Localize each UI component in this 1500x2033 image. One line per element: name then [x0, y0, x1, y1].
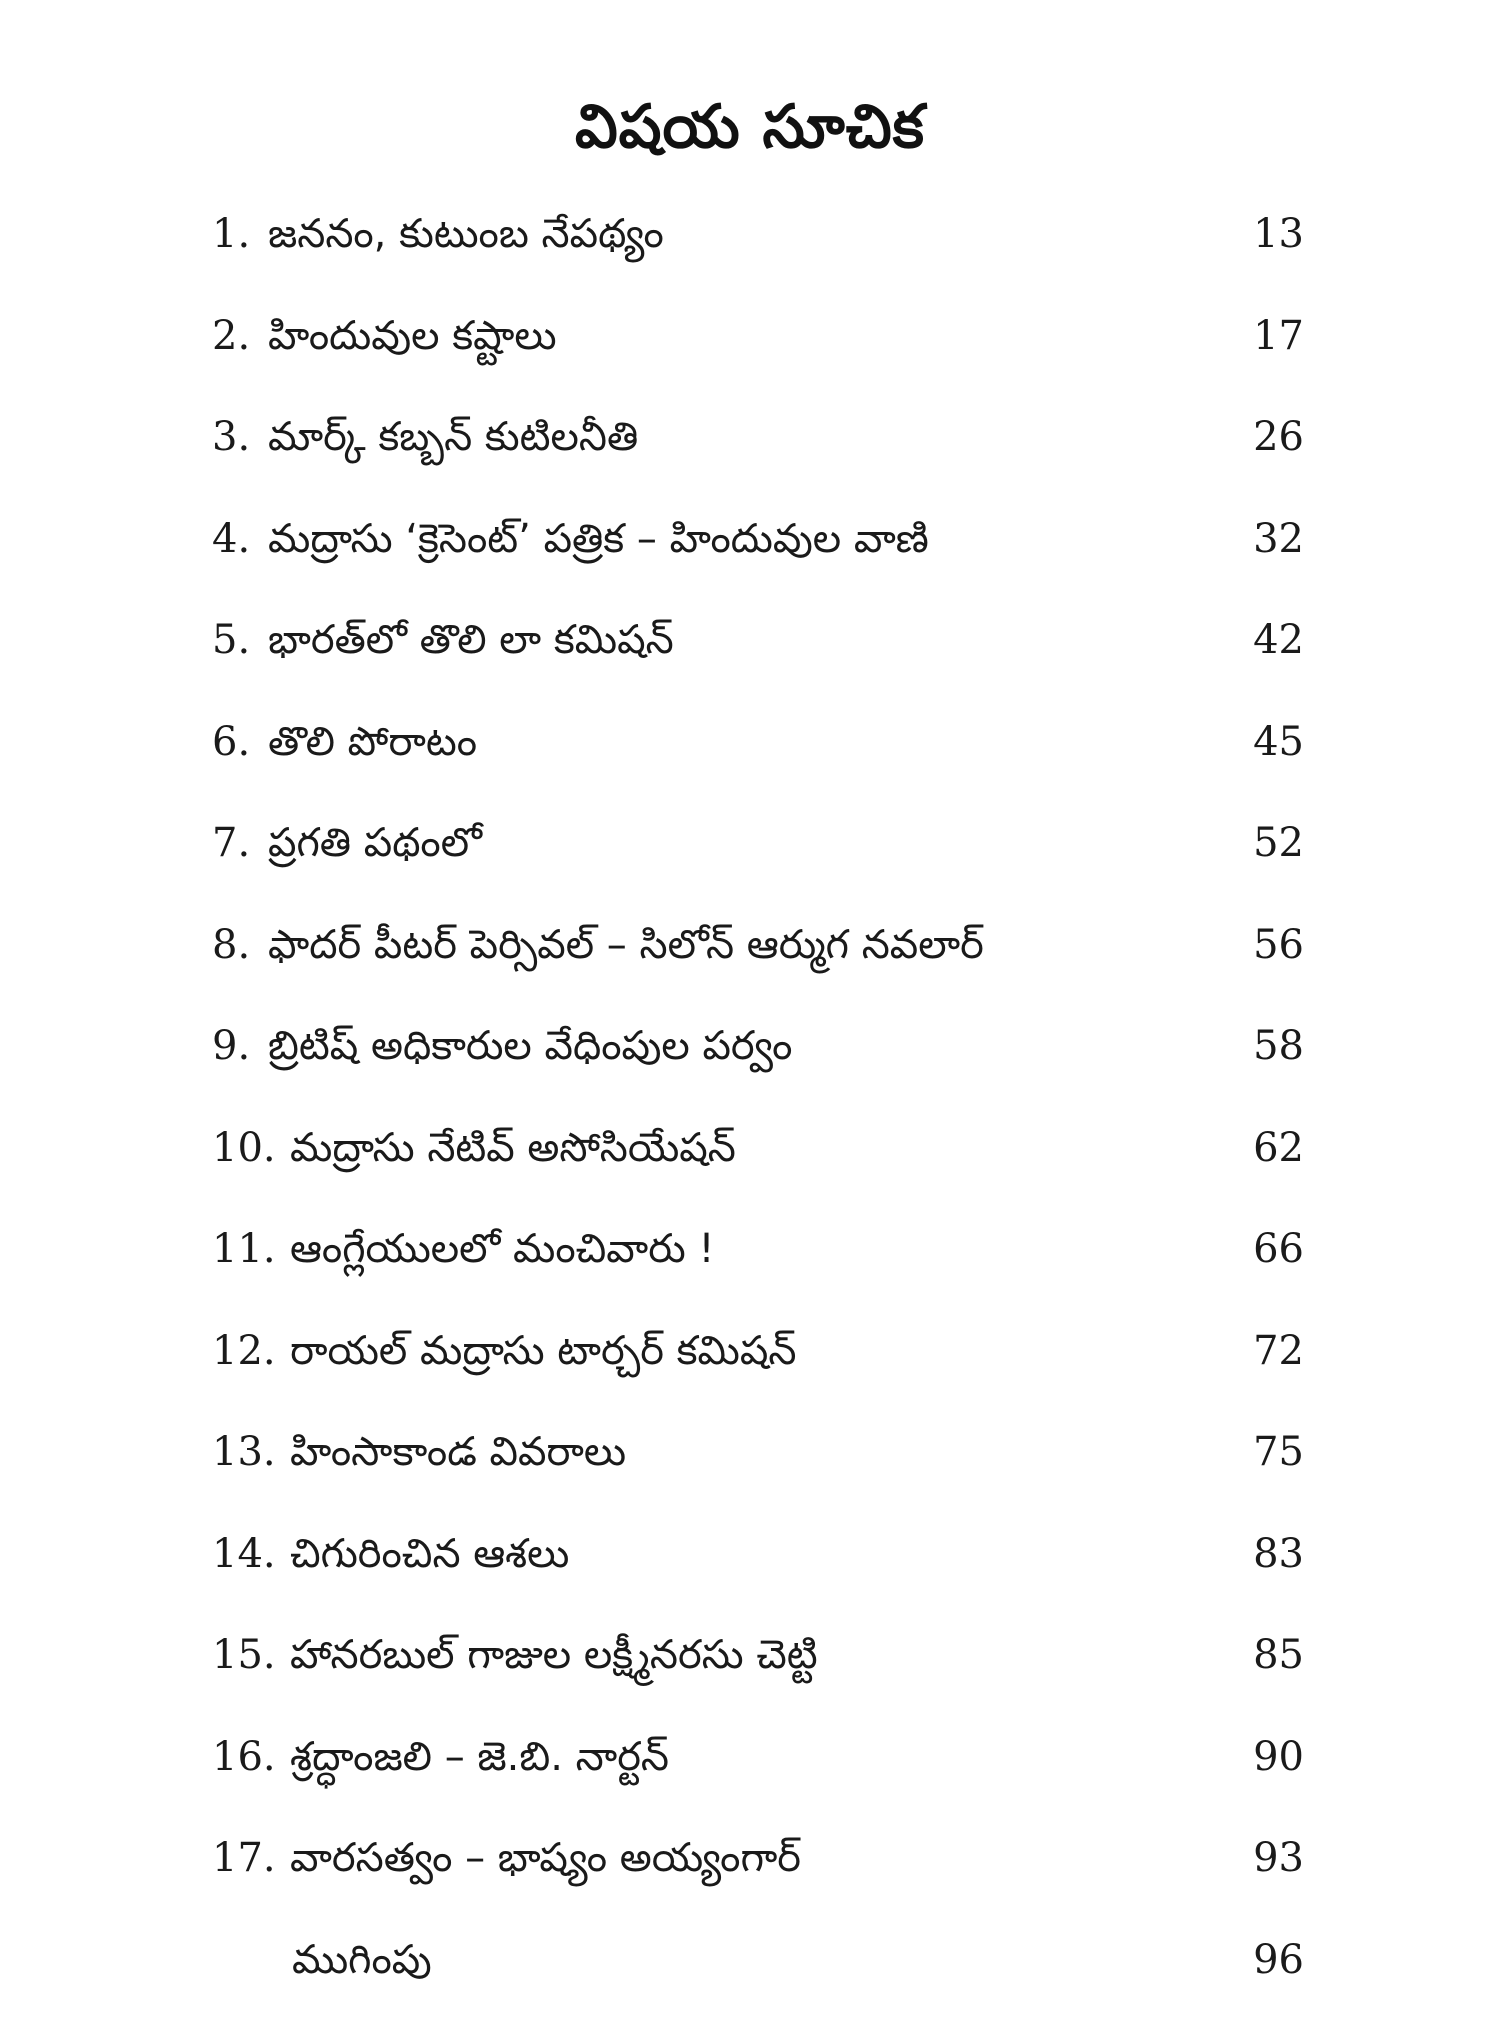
toc-entry	[0, 1830, 1500, 1932]
toc-entry	[0, 917, 1500, 1019]
toc-entry-page: 56	[1253, 917, 1304, 973]
toc-entry-title: జననం, కుటుంబ నేపథ్యం	[268, 206, 664, 262]
toc-entry-number: 15.	[212, 1627, 276, 1683]
toc-entry-title: తొలి పోరాటం	[268, 714, 477, 770]
toc-entry	[0, 1932, 1500, 2033]
toc-entry-number: 3.	[212, 409, 250, 465]
toc-entry-page: 58	[1253, 1018, 1304, 1074]
toc-entry-title: ఫాదర్ పీటర్ పెర్సివల్ – సిలోన్ ఆర్ముగ నవలార్	[268, 917, 984, 973]
toc-entry-title: మద్రాసు ‘క్రెసెంట్’ పత్రిక – హిందువుల వాణి	[268, 511, 929, 567]
toc-entry	[0, 714, 1500, 816]
toc-entry-title: రాయల్ మద్రాసు టార్చర్ కమిషన్	[290, 1323, 796, 1379]
toc-entry-number: 9.	[212, 1018, 250, 1074]
toc-entry-page: 90	[1253, 1729, 1304, 1785]
toc-entry-number: 13.	[212, 1424, 276, 1480]
toc-entry-page: 13	[1253, 206, 1304, 262]
toc-entry-page: 45	[1253, 714, 1304, 770]
toc-entry-title: ఆంగ్లేయులలో మంచివారు !	[290, 1221, 715, 1277]
toc-entry-title: మద్రాసు నేటివ్ అసోసియేషన్	[290, 1120, 736, 1176]
toc-entry	[0, 612, 1500, 714]
toc-entry-title: వారసత్వం – భాష్యం అయ్యంగార్	[290, 1830, 801, 1886]
toc-entry-page: 72	[1253, 1323, 1304, 1379]
toc-entry-number: 1.	[212, 206, 250, 262]
toc-entry	[0, 1323, 1500, 1425]
toc-entry-title: శ్రద్ధాంజలి – జె.బి. నార్టన్	[290, 1729, 669, 1785]
toc-entry-page: 17	[1253, 308, 1304, 364]
toc-entry	[0, 1120, 1500, 1222]
toc-entry-page: 93	[1253, 1830, 1304, 1886]
toc-entry-title: భారత్‌లో తొలి లా కమిషన్	[268, 612, 674, 668]
toc-entry-title: మార్క్ కబ్బన్ కుటిలనీతి	[268, 409, 638, 465]
toc-entry-page: 52	[1253, 815, 1304, 871]
toc-entry	[0, 1729, 1500, 1831]
toc-entry-number: 11.	[212, 1221, 276, 1277]
toc-entry	[0, 1221, 1500, 1323]
toc-entry-number: 10.	[212, 1120, 276, 1176]
toc-entry-number: 2.	[212, 308, 250, 364]
toc-entry-page: 75	[1253, 1424, 1304, 1480]
toc-entry	[0, 1424, 1500, 1526]
toc-entry	[0, 409, 1500, 511]
toc-entry	[0, 815, 1500, 917]
toc-entry-number: 14.	[212, 1526, 276, 1582]
toc-entry-number: 7.	[212, 815, 250, 871]
toc-entry-page: 42	[1253, 612, 1304, 668]
toc-entry-page: 96	[1253, 1932, 1304, 1988]
toc-entry-number: 12.	[212, 1323, 276, 1379]
toc-entry-page: 85	[1253, 1627, 1304, 1683]
toc-entry	[0, 308, 1500, 410]
toc-entry-title: హానరబుల్ గాజుల లక్ష్మీనరసు చెట్టి	[290, 1627, 818, 1683]
toc-entry-page: 83	[1253, 1526, 1304, 1582]
toc-entry-number: 4.	[212, 511, 250, 567]
toc-entry	[0, 511, 1500, 613]
page-title: విషయ సూచిక	[0, 92, 1500, 176]
toc-entry-page: 26	[1253, 409, 1304, 465]
toc-entry	[0, 206, 1500, 308]
toc-entry-number: 8.	[212, 917, 250, 973]
toc-entry-number: 16.	[212, 1729, 276, 1785]
toc-entry-page: 62	[1253, 1120, 1304, 1176]
toc-entry-number: 5.	[212, 612, 250, 668]
toc-entry-number: 17.	[212, 1830, 276, 1886]
toc-entry-title: హిందువుల కష్టాలు	[268, 308, 557, 364]
toc-entry	[0, 1526, 1500, 1628]
toc-entry-title: ప్రగతి పథంలో	[268, 815, 482, 871]
toc-entry-title: చిగురించిన ఆశలు	[290, 1526, 569, 1582]
toc-entry-page: 66	[1253, 1221, 1304, 1277]
toc-entry	[0, 1627, 1500, 1729]
table-of-contents	[0, 206, 1500, 2033]
toc-entry-title: ముగింపు	[292, 1932, 432, 1988]
toc-entry-title: హింసాకాండ వివరాలు	[290, 1424, 626, 1480]
toc-entry-page: 32	[1253, 511, 1304, 567]
toc-entry	[0, 1018, 1500, 1120]
toc-entry-title: బ్రిటిష్ అధికారుల వేధింపుల పర్వం	[268, 1018, 792, 1074]
toc-entry-number: 6.	[212, 714, 250, 770]
